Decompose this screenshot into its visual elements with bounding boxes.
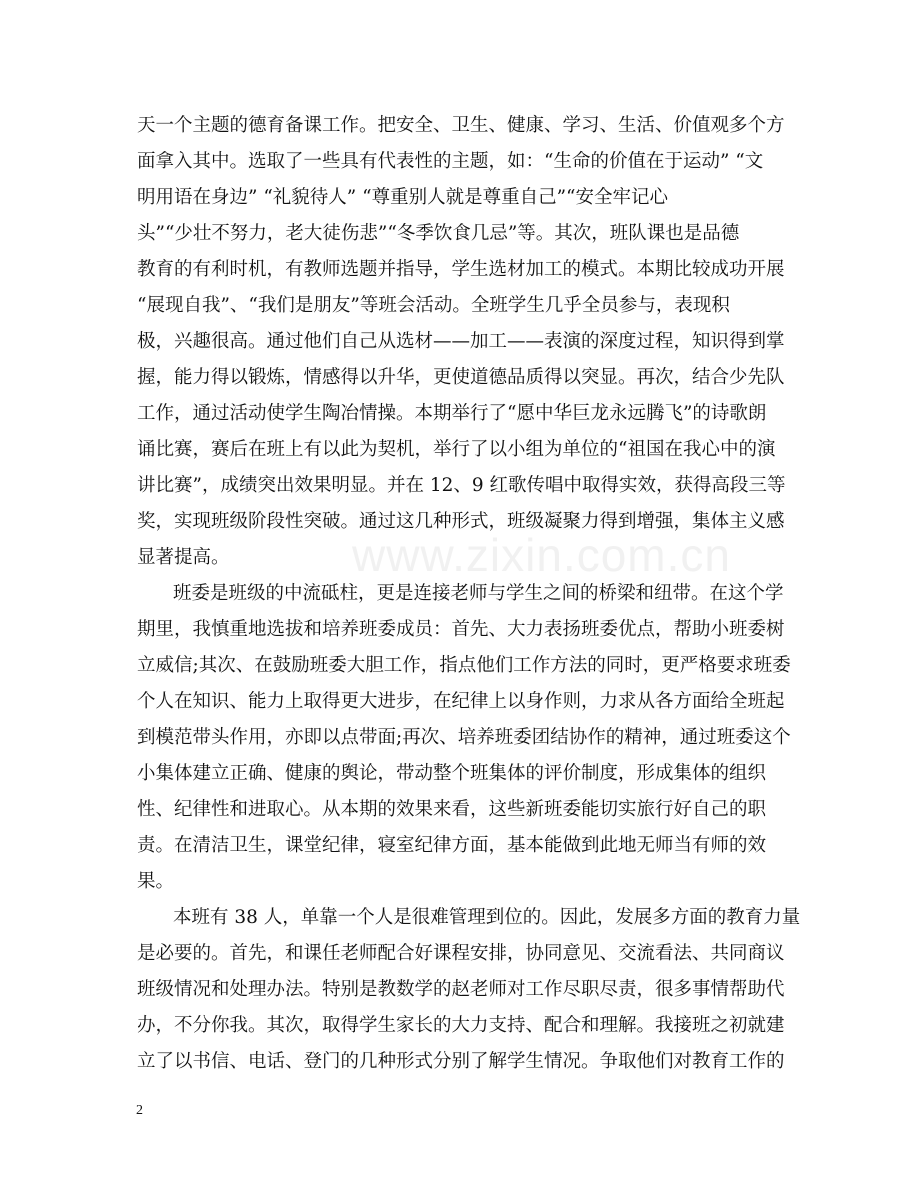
- text-line: 到模范带头作用，亦即以点带面;再次、培养班委团结协作的精神，通过班委这个: [137, 727, 791, 748]
- text-line: 显著提高。: [137, 547, 230, 568]
- text-line: “展现自我”、“我们是朋友”等班会活动。全班学生几乎全员参与，表现积: [137, 295, 730, 316]
- text-line: 班级情况和处理办法。特别是教数学的赵老师对工作尽职尽责，很多事情帮助代: [137, 979, 785, 1000]
- text-line: 是必要的。首先，和课任老师配合好课程安排，协同意见、交流看法、共同商议: [137, 943, 785, 964]
- text-line: 讲比赛”，成绩突出效果明显。并在 12、9 红歌传唱中取得实效，获得高段三等: [137, 475, 786, 496]
- text-line: 班委是班级的中流砥柱，更是连接老师与学生之间的桥梁和纽带。在这个学: [173, 583, 784, 604]
- text-line: 责。在清洁卫生，课堂纪律，寝室纪律方面，基本能做到此地无师当有师的效: [137, 835, 767, 856]
- text-line: 奖，实现班级阶段性突破。通过这几种形式，班级凝聚力得到增强，集体主义感: [137, 511, 785, 532]
- text-line: 本班有 38 人，单靠一个人是很难管理到位的。因此，发展多方面的教育力量: [173, 907, 801, 928]
- text-line: 小集体建立正确、健康的舆论，带动整个班集体的评价制度，形成集体的组织: [137, 763, 767, 784]
- text-line: 果。: [137, 871, 175, 892]
- text-line: 握，能力得以锻炼，情感得以升华，更使道德品质得以突显。再次，结合少先队: [137, 367, 785, 388]
- text-line: 面拿入其中。选取了一些具有代表性的主题，如：“生命的价值在于运动” “文: [137, 151, 764, 172]
- text-line: 教育的有利时机，有教师选题并指导，学生选材加工的模式。本期比较成功开展: [137, 259, 785, 280]
- text-line: 天一个主题的德育备课工作。把安全、卫生、健康、学习、生活、价值观多个方: [137, 115, 785, 136]
- text-line: 立了以书信、电话、登门的几种形式分别了解学生情况。争取他们对教育工作的: [137, 1051, 785, 1072]
- watermark: www.zixin.com.cn: [352, 529, 731, 581]
- text-line: 头”“少壮不努力，老大徒伤悲”“冬季饮食几忌”等。其次，班队课也是品德: [137, 223, 740, 244]
- text-line: 立威信;其次、在鼓励班委大胆工作，指点他们工作方法的同时，更严格要求班委: [137, 655, 791, 676]
- text-line: 性、纪律性和进取心。从本期的效果来看，这些新班委能切实旅行好自己的职: [137, 799, 767, 820]
- text-line: 明用语在身边” “礼貌待人” “尊重别人就是尊重自己”“安全牢记心: [137, 187, 669, 208]
- text-line: 期里，我慎重地选拔和培养班委成员：首先、大力表扬班委优点，帮助小班委树: [137, 619, 785, 640]
- text-line: 办，不分你我。其次，取得学生家长的大力支持、配合和理解。我接班之初就建: [137, 1015, 785, 1036]
- text-line: 极，兴趣很高。通过他们自己从选材——加工——表演的深度过程，知识得到掌: [137, 331, 785, 352]
- text-line: 工作，通过活动使学生陶冶情操。本期举行了“愿中华巨龙永远腾飞”的诗歌朗: [137, 403, 767, 424]
- text-line: 个人在知识、能力上取得更大进步，在纪律上以身作则，力求从各方面给全班起: [137, 691, 785, 712]
- text-line: 诵比赛，赛后在班上有以此为契机，举行了以小组为单位的“祖国在我心中的演: [137, 439, 776, 460]
- page-number: 2: [136, 1103, 143, 1118]
